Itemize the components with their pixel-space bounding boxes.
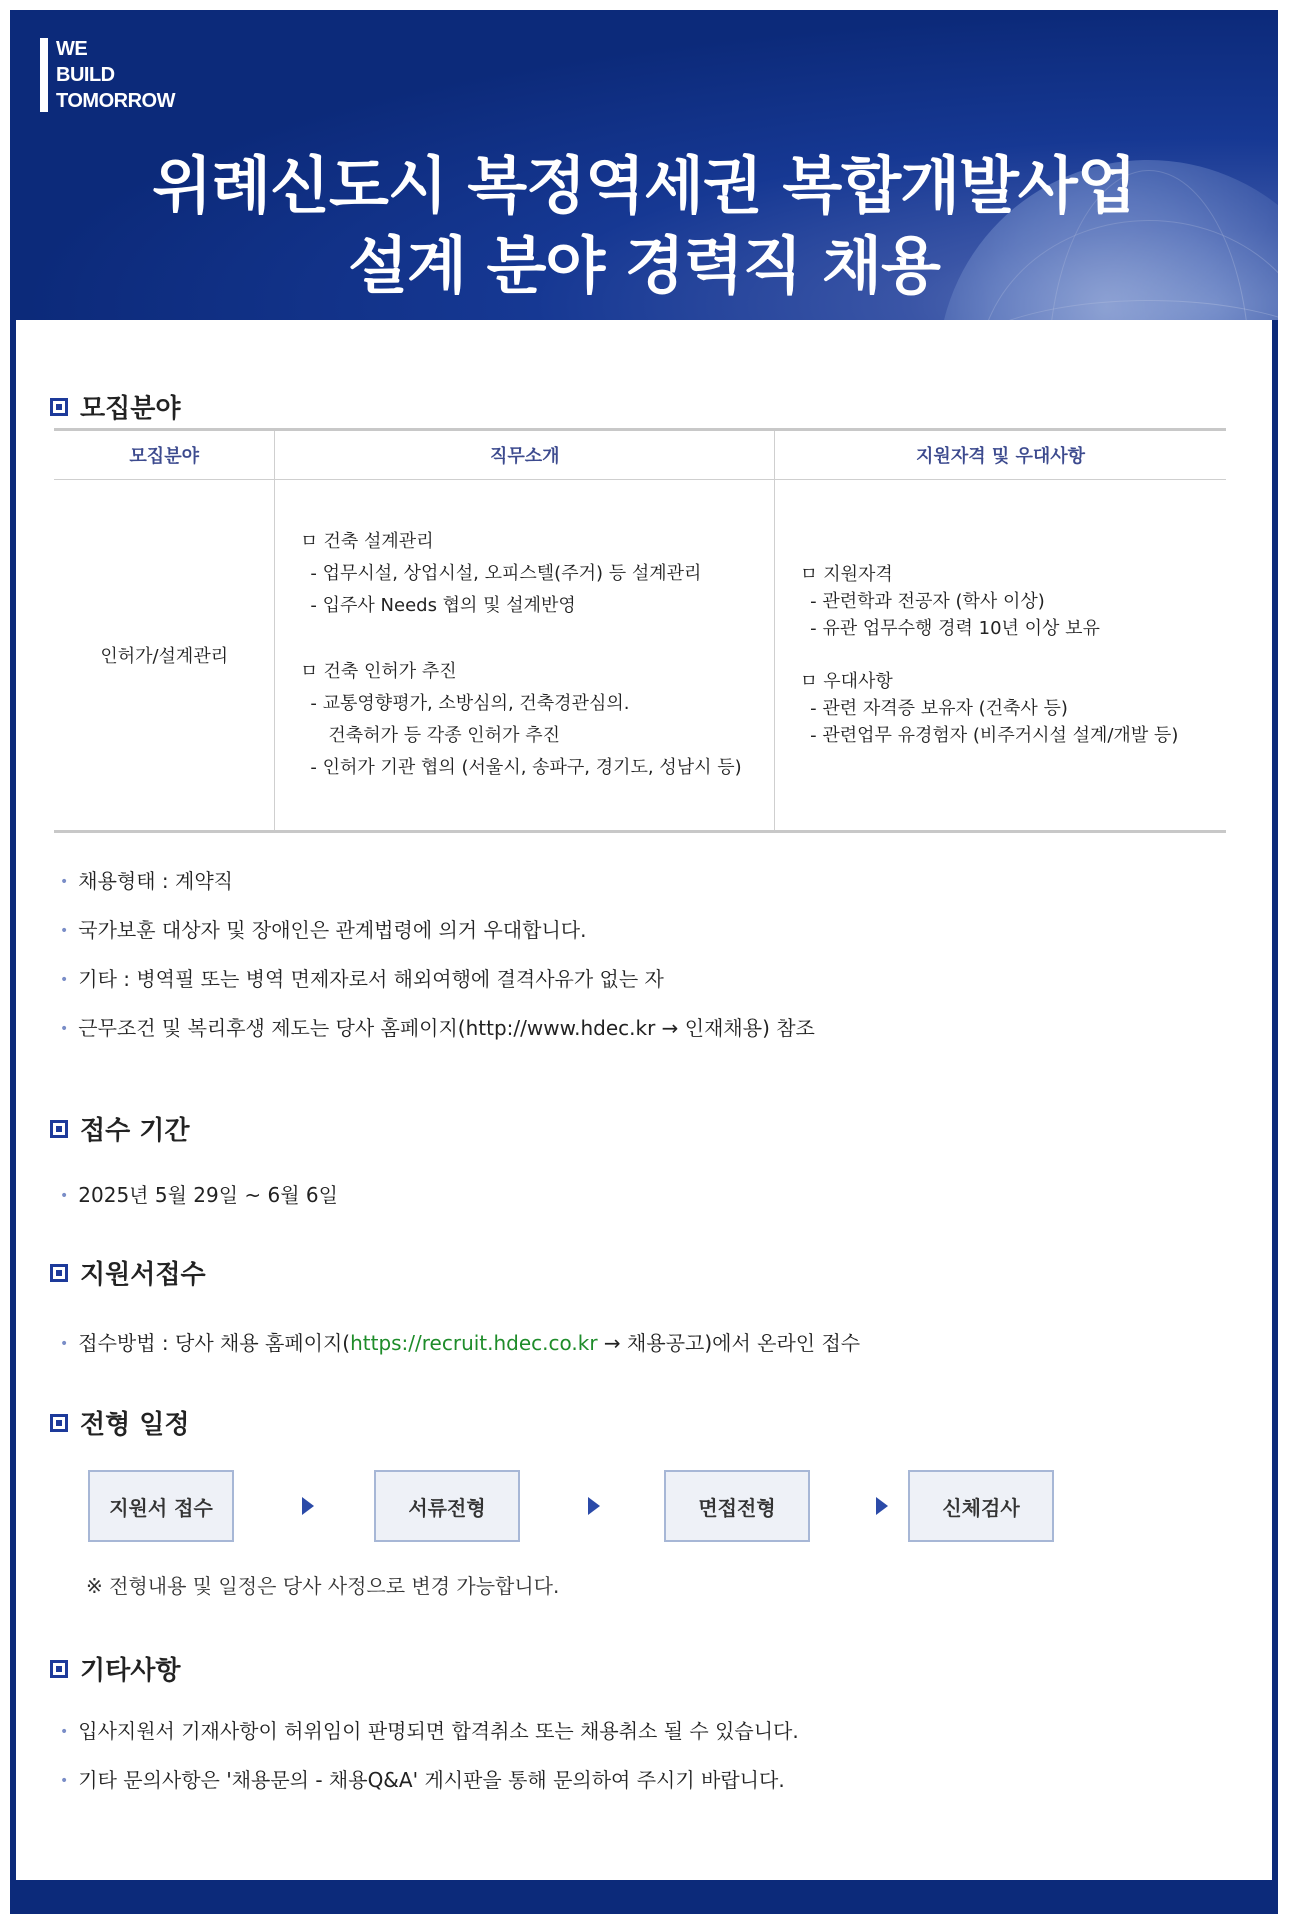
page-title-line-1: 위례신도시 복정역세권 복합개발사업 [152,149,1136,222]
qualification-heading: ㅁ 지원자격 [800,564,893,585]
apply-suffix: → 채용공고)에서 온라인 접수 [597,1331,861,1355]
schedule-flow [88,1470,1188,1544]
qualifications-list [776,561,1225,749]
duty-item: - 입주사 Needs 협의 및 설계반영 [310,595,576,616]
section-title-schedule-text: 전형 일정 [80,1410,190,1440]
section-title-period-text: 접수 기간 [80,1116,190,1146]
list-item: • 국가보훈 대상자 및 장애인은 관계법령에 의거 우대합니다. [60,907,815,956]
page-title-line-2: 설계 분야 경력직 채용 [348,229,940,302]
table-header-cell: 지원자격 및 우대사항 [775,430,1226,480]
schedule-note: ※ 전형내용 및 일정은 당사 사정으로 변경 가능합니다. [86,1574,560,1598]
section-title-recruit-text: 모집분야 [80,394,181,424]
field-cell: 인허가/설계관리 [54,480,275,832]
square-bullet-icon [50,1264,68,1282]
step-interview: 면접전형 [664,1470,810,1542]
square-bullet-icon [50,1414,68,1432]
arrow-right-icon [876,1497,888,1515]
list-item: • 기타 : 병역필 또는 병역 면제자로서 해외여행에 결격사유가 없는 자 [60,956,815,1005]
step-document-review: 서류전형 [374,1470,520,1542]
qualification-heading: ㅁ 우대사항 [800,671,893,692]
period-list [60,1172,338,1221]
section-title-apply [50,1254,206,1291]
duty-item: - 업무시설, 상업시설, 오피스텔(주거) 등 설계관리 [310,563,702,584]
arrow-right-icon [588,1497,600,1515]
square-bullet-icon [50,1660,68,1678]
content-card [16,320,1272,1880]
qualification-item: - 관련업무 유경험자 (비주거시설 설계/개발 등) [810,725,1179,746]
duty-item-continued: 건축허가 등 각종 인허가 추진 [328,725,560,746]
recruit-url-link[interactable]: https://recruit.hdec.co.kr [350,1331,598,1355]
poster-frame [10,10,1278,1914]
square-bullet-icon [50,1120,68,1138]
apply-method [60,1320,860,1369]
etc-list [60,1708,799,1806]
logo-line-3: TOMORROW [56,90,175,112]
step-medical-check: 신체검사 [908,1470,1054,1542]
list-item: • 입사지원서 기재사항이 허위임이 판명되면 합격취소 또는 채용취소 될 수 있습니다. [60,1708,799,1757]
recruit-table [54,428,1226,833]
list-item: • 기타 문의사항은 '채용문의 - 채용Q&A' 게시판을 통해 문의하여 주시기 바랍니다. [60,1757,799,1806]
duties-cell [275,480,775,832]
logo-line-1: WE [56,38,88,60]
qualifications-cell [775,480,1226,832]
logo-line-2: BUILD [56,64,115,86]
section-title-apply-text: 지원서접수 [80,1260,206,1290]
section-title-etc [50,1650,180,1687]
list-item: • 근무조건 및 복리후생 제도는 당사 홈페이지(http://www.hdec.kr → 인재채용) 참조 [60,1005,815,1054]
apply-list [60,1320,860,1369]
qualification-item: - 관련학과 전공자 (학사 이상) [810,591,1045,612]
duties-list [276,526,773,784]
duty-item: - 인허가 기관 협의 (서울시, 송파구, 경기도, 성남시 등) [310,757,742,778]
duty-heading: ㅁ 건축 인허가 추진 [300,661,457,682]
list-item: • 채용형태 : 계약직 [60,858,815,907]
qualification-item: - 유관 업무수행 경력 10년 이상 보유 [810,618,1100,639]
section-title-period [50,1110,190,1147]
section-title-schedule [50,1404,190,1441]
section-title-recruit [50,388,180,425]
duty-heading: ㅁ 건축 설계관리 [300,531,434,552]
section-title-etc-text: 기타사항 [80,1656,181,1686]
recruit-notes [60,858,815,1054]
qualification-item: - 관련 자격증 보유자 (건축사 등) [810,698,1068,719]
duty-item: - 교통영향평가, 소방심의, 건축경관심의. [310,693,630,714]
table-header-row [54,430,1226,480]
apply-prefix: 접수방법 : 당사 채용 홈페이지( [78,1331,351,1355]
logo-text [56,36,175,114]
arrow-right-icon [302,1497,314,1515]
period-text: • 2025년 5월 29일 ~ 6월 6일 [60,1172,338,1221]
table-header-cell: 직무소개 [275,430,775,480]
square-bullet-icon [50,398,68,416]
logo-bar [40,38,48,112]
header-banner [10,10,1278,320]
table-header-cell: 모집분야 [54,430,275,480]
step-application: 지원서 접수 [88,1470,234,1542]
table-row [54,480,1226,832]
